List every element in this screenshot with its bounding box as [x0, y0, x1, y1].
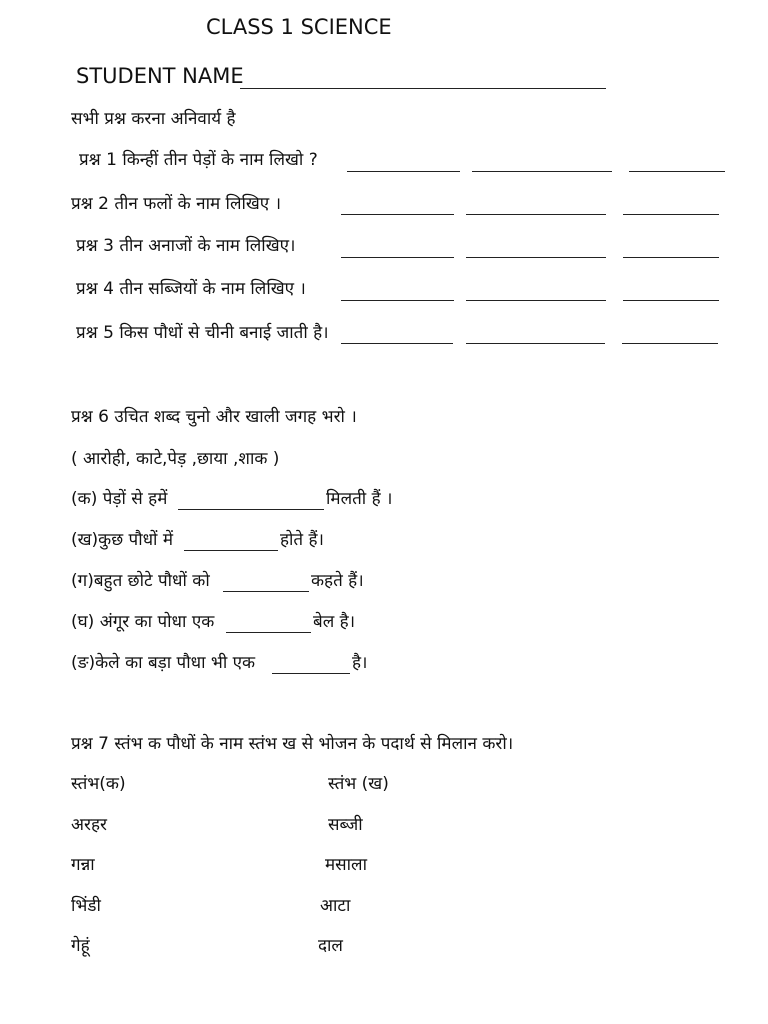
column-a-item: अरहर	[71, 815, 107, 835]
question-1: प्रश्न 1 किन्हीं तीन पेड़ों के नाम लिखो ?	[79, 150, 318, 170]
answer-blank[interactable]	[466, 257, 606, 258]
fill-blank-c-text: (ग)बहुत छोटे पौधों को	[71, 571, 210, 591]
fill-blank-e-suffix: है।	[352, 653, 368, 673]
question-5: प्रश्न 5 किस पौधों से चीनी बनाई जाती है।	[76, 323, 329, 343]
column-b-item: मसाला	[325, 855, 367, 875]
page-title: CLASS 1 SCIENCE	[206, 15, 392, 39]
answer-blank[interactable]	[347, 171, 460, 172]
column-b-item: दाल	[318, 936, 343, 956]
fill-blank[interactable]	[272, 673, 350, 674]
answer-blank[interactable]	[622, 343, 718, 344]
answer-blank[interactable]	[341, 257, 454, 258]
fill-blank-e-text: (ङ)केले का बड़ा पौधा भी एक	[71, 653, 256, 673]
instruction-text: सभी प्रश्न करना अनिवार्य है	[71, 109, 236, 129]
answer-blank[interactable]	[623, 214, 719, 215]
answer-blank[interactable]	[472, 171, 612, 172]
fill-blank-d-suffix: बेल है।	[313, 612, 356, 632]
question-2: प्रश्न 2 तीन फलों के नाम लिखिए ।	[71, 194, 282, 214]
fill-blank-a-suffix: मिलती हैं ।	[326, 489, 393, 509]
question-6-heading: प्रश्न 6 उचित शब्द चुनो और खाली जगह भरो ।	[71, 407, 357, 427]
answer-blank[interactable]	[341, 214, 454, 215]
fill-blank-b-text: (ख)कुछ पौधों में	[71, 530, 174, 550]
question-3: प्रश्न 3 तीन अनाजों के नाम लिखिए।	[76, 236, 296, 256]
answer-blank[interactable]	[341, 343, 453, 344]
answer-blank[interactable]	[466, 343, 605, 344]
question-4: प्रश्न 4 तीन सब्जियों के नाम लिखिए ।	[76, 279, 306, 299]
column-a-header: स्तंभ(क)	[71, 774, 126, 794]
answer-blank[interactable]	[629, 171, 725, 172]
answer-blank[interactable]	[623, 257, 719, 258]
word-options: ( आरोही, काटे,पेड़ ,छाया ,शाक )	[71, 449, 280, 469]
fill-blank[interactable]	[184, 550, 278, 551]
answer-blank[interactable]	[341, 300, 454, 301]
student-name-label: STUDENT NAME	[76, 64, 244, 88]
fill-blank[interactable]	[226, 632, 311, 633]
answer-blank[interactable]	[466, 300, 606, 301]
student-name-blank[interactable]	[240, 88, 606, 89]
question-7-heading: प्रश्न 7 स्तंभ क पौधों के नाम स्तंभ ख से भोजन के पदार्थ से मिलान करो।	[71, 734, 514, 754]
column-b-header: स्तंभ (ख)	[328, 774, 389, 794]
column-a-item: भिंडी	[71, 896, 101, 916]
fill-blank[interactable]	[223, 591, 309, 592]
answer-blank[interactable]	[466, 214, 606, 215]
fill-blank-b-suffix: होते हैं।	[280, 530, 324, 550]
fill-blank-c-suffix: कहते हैं।	[311, 571, 364, 591]
fill-blank-d-text: (घ) अंगूर का पोधा एक	[71, 612, 215, 632]
column-b-item: सब्जी	[328, 815, 363, 835]
column-a-item: गेहूं	[71, 936, 90, 956]
column-b-item: आटा	[320, 896, 351, 916]
column-a-item: गन्ना	[71, 855, 95, 875]
fill-blank-a-text: (क) पेड़ों से हमें	[71, 489, 168, 509]
answer-blank[interactable]	[623, 300, 719, 301]
fill-blank[interactable]	[178, 509, 324, 510]
